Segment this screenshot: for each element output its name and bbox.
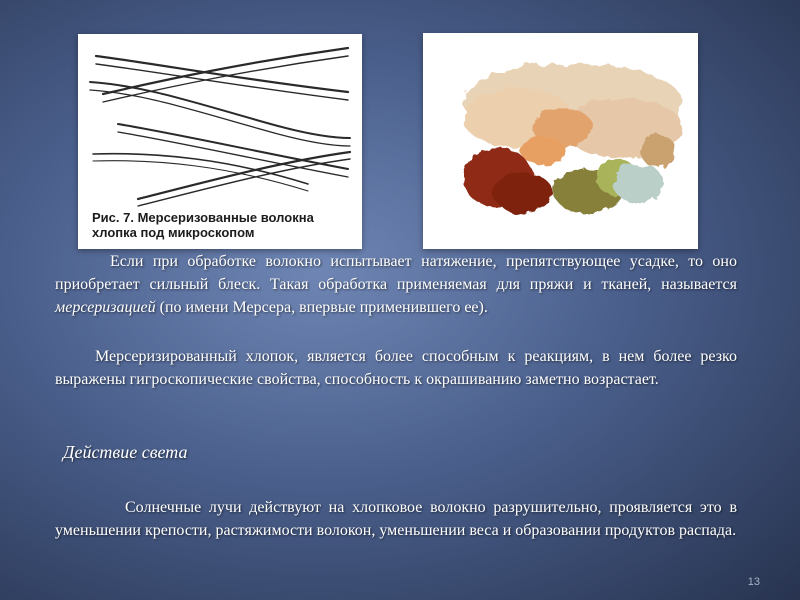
section-heading: Действие света [63,442,188,462]
paragraph-light-effect: Солнечные лучи действуют на хлопковое волокно разрушительно, проявляется это в уменьшении крепости, растяжимости волокон, уменьшении веса и образовании продуктов распада. [55,499,737,539]
mercerized-fibers-figure [78,34,362,249]
paragraph-mercerized-cotton: Мерсеризированный хлопок, является более способным к реакциям, в нем более резко выражены гигроскопические свойства, способность к окрашиванию заметно возрастает. [55,348,737,388]
page-number: 13 [747,576,760,588]
mercerization-term: мерсеризацией [55,299,156,316]
dyed-cotton-photo [423,33,698,249]
paragraph-mercerization [55,250,737,319]
cotton-samples-image [423,33,698,249]
paragraph-text-end: (по имени Мерсера, впервые применившего ее). [155,299,488,316]
figure-caption: Рис. 7. Мерсеризованные волокна хлопка под микроскопом [92,210,314,240]
paragraph-text-start: Если при обработке волокно испытывает натяжение, препятствующее усадке, то оно приобретает сильный блеск. Такая обработка применяемая для пряжи и тканей, называется [55,253,737,293]
